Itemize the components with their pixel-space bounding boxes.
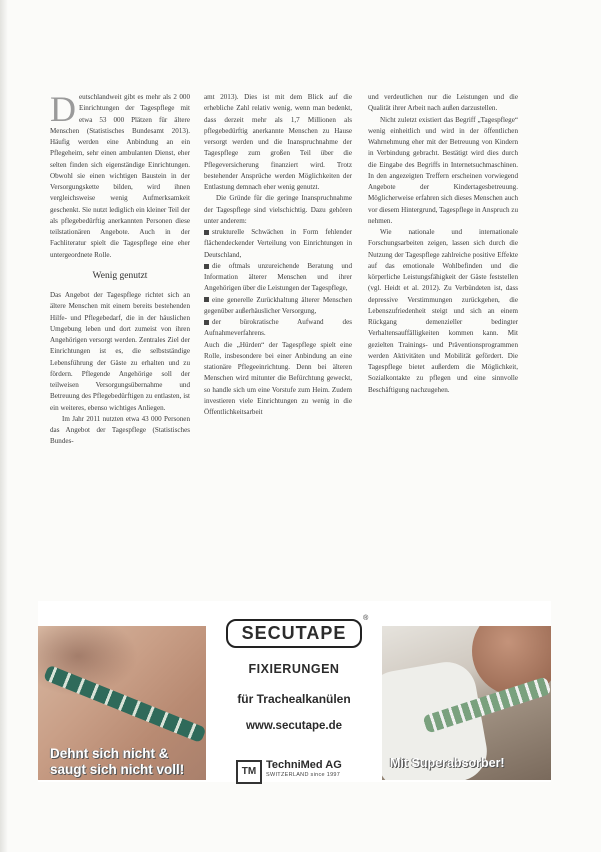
company-name: TechniMed AG (266, 759, 342, 771)
ad-left-slogan: Dehnt sich nicht & saugt sich nicht voll! (50, 746, 185, 777)
body-paragraph: und verdeutlichen nur die Leistungen und die Qualität ihrer Arbeit nach außen darzustellen. (368, 93, 518, 113)
company-block (236, 758, 366, 784)
body-paragraph: Im Jahr 2011 nutzten etwa 43 000 Personen das Angebot der Tagespflege (Statistisches Bundes- (50, 414, 190, 446)
drop-cap: D (50, 89, 76, 129)
body-paragraph: Auch die „Hürden“ der Tagespflege spielt eine Rolle, insbesondere bei einer Anbindung an eine stationäre Pflegeeinrichtung. Denn bei älteren Menschen wird mitunter die Befürchtung geweckt, so handle sich um eine Vorstufe zum Heim. Zudem investieren viele Einrichtungen zu wenig in die Öffentlichkeitsarbeit (204, 340, 352, 416)
technimed-logo-icon: TM (236, 760, 262, 784)
article-column-1 (50, 89, 190, 448)
body-paragraph: Nicht zuletzt existiert das Begriff „Tagespflege“ wenig einheitlich und wird in der öffentlichen Wahrnehmung eher mit der Betreuung von Kindern in Verbindung gebracht. Bestätigt wird dies durch die Eingabe des Begriffs in Internetsuchmaschinen. In den angezeigten Treffern erscheinen vorwiegend Angebote der Kindertagesbetreuung. Möglicherweise erfahren sich dieses Menschen auch vor diesem Hintergrund, Tagespflege in Anspruch zu nehmen. (368, 115, 518, 225)
brand-name: SECUTAPE (241, 623, 347, 643)
bullet-square-icon (204, 297, 209, 302)
bullet-item: die oftmals unzureichende Beratung und Information älterer Menschen und ihrer Angehörigen über die Leistungen der Tagespflege, (204, 261, 352, 293)
bullet-item: strukturelle Schwächen in Form fehlender flächendeckender Verteilung von Einrichtungen in Deutschland, (204, 228, 352, 259)
section-heading: Wenig genutzt (92, 270, 148, 281)
bullet-item: eine generelle Zurückhaltung älterer Menschen gegenüber außerhäuslicher Versorgung, (204, 295, 352, 315)
page-fold-shadow (0, 0, 8, 852)
body-paragraph: Das Angebot der Tagespflege richtet sich an ältere Menschen mit einem bereits bestehenden Hilfe- und Pflegebedarf, die in der häuslichen Umgebung leben und dort zumeist von ihren Angehörigen versorgt werden. Zentrales Ziel der Einrichtungen ist es, die selbstständige Lebensführung der Gäste zu erhalten und zu fördern. Pflegende Angehörige soll der teilweisen Versorgungsübernahme und Betreuung des Pflegebedürftigen zu entlasten, ist ein weiteres, ebenso wichtiges Anliegen. (50, 291, 190, 412)
body-paragraph: Die Gründe für die geringe Inanspruchnahme der Tagespflege sind vielschichtig. Dazu gehören unter anderem: (204, 194, 352, 225)
company-subline: SWITZERLAND since 1997 (266, 772, 341, 778)
ad-photo-patient (382, 626, 551, 780)
ad-subheadline: für Trachealkanülen (237, 692, 351, 706)
body-paragraph: Wie nationale und internationale Forschungsarbeiten zeigen, lassen sich durch die Nutzung der Tagespflege zahlreiche positive Effekte auf das emotionale Wohlbefinden und die körperliche Leistungsfähigkeit der Gäste feststellen (vgl. Heidt et al. 2012). Zu Verbündeten ist, dass depressive Verstimmungen zurückgehen, die Lebenszufriedenheit steigt und sich an einem Rückgang demenzieller bedingter Verhaltensauffälligkeiten kommen kann. Mit gezielten Trainings- und Präventionsprogrammen werden Aktivitäten und Mobilität gefördert. Die Tagespflege bietet außerdem die Möglichkeit, Sozialkontakte zu pflegen und eine sinnvolle Beschäftigung nachzugehen. (368, 228, 518, 394)
bullet-square-icon (204, 264, 209, 269)
ad-url[interactable]: www.secutape.de (245, 720, 343, 732)
ad-headline: FIXIERUNGEN (248, 662, 340, 676)
bullet-square-icon (204, 320, 209, 325)
ad-right-slogan: Mit Superabsorber! (390, 756, 505, 770)
advertisement (38, 601, 551, 782)
bullet-square-icon (204, 230, 209, 235)
ad-center-panel (214, 611, 374, 781)
intro-paragraph: Deutschlandweit gibt es mehr als 2 000 Einrichtungen der Tagespflege mit etwa 53 000 Plätzen für ältere Menschen (Statistisches Bundesamt 2013). Häufig werden eine Anbindung an ein Pflegeheim, sehr einen ambulanten Dienst, eher selten finden sich eigenständige Einrichtungen. Obwohl sie einen wichtigen Baustein in der Versorgungskette bilden, wird ihnen vergleichsweise wenig Aufmerksamkeit geschenkt. Sie nutzt lediglich ein kleiner Teil der als pflegebedürftig anerkannten Personen diese teilstationären Angebote. Auch in der Fachliteratur spielt die Tagespflege eine eher untergeordnete Rolle. (50, 89, 190, 259)
brand-logo (226, 615, 370, 648)
ad-photo-neck (38, 626, 206, 780)
article-column-3 (368, 92, 518, 396)
bullet-item: der bürokratische Aufwand des Aufnahmeverfahrens. (204, 318, 352, 338)
article-column-2 (204, 92, 352, 418)
body-paragraph: amt 2013). Dies ist mit dem Blick auf die erhebliche Zahl relativ wenig, wenn man bedenkt, dass derzeit mehr als 1,7 Millionen als pflegebedürftig anerkannte Menschen zu Hause versorgt werden und die Inanspruchnahme der Tagespflege zum großen Teil über die Pflegeversicherung finanziert wird. Trotz bestehender Ansprüche werden Möglichkeiten der Entlastung demnach eher wenig genutzt. (204, 93, 352, 191)
registered-mark: ® (363, 615, 370, 622)
